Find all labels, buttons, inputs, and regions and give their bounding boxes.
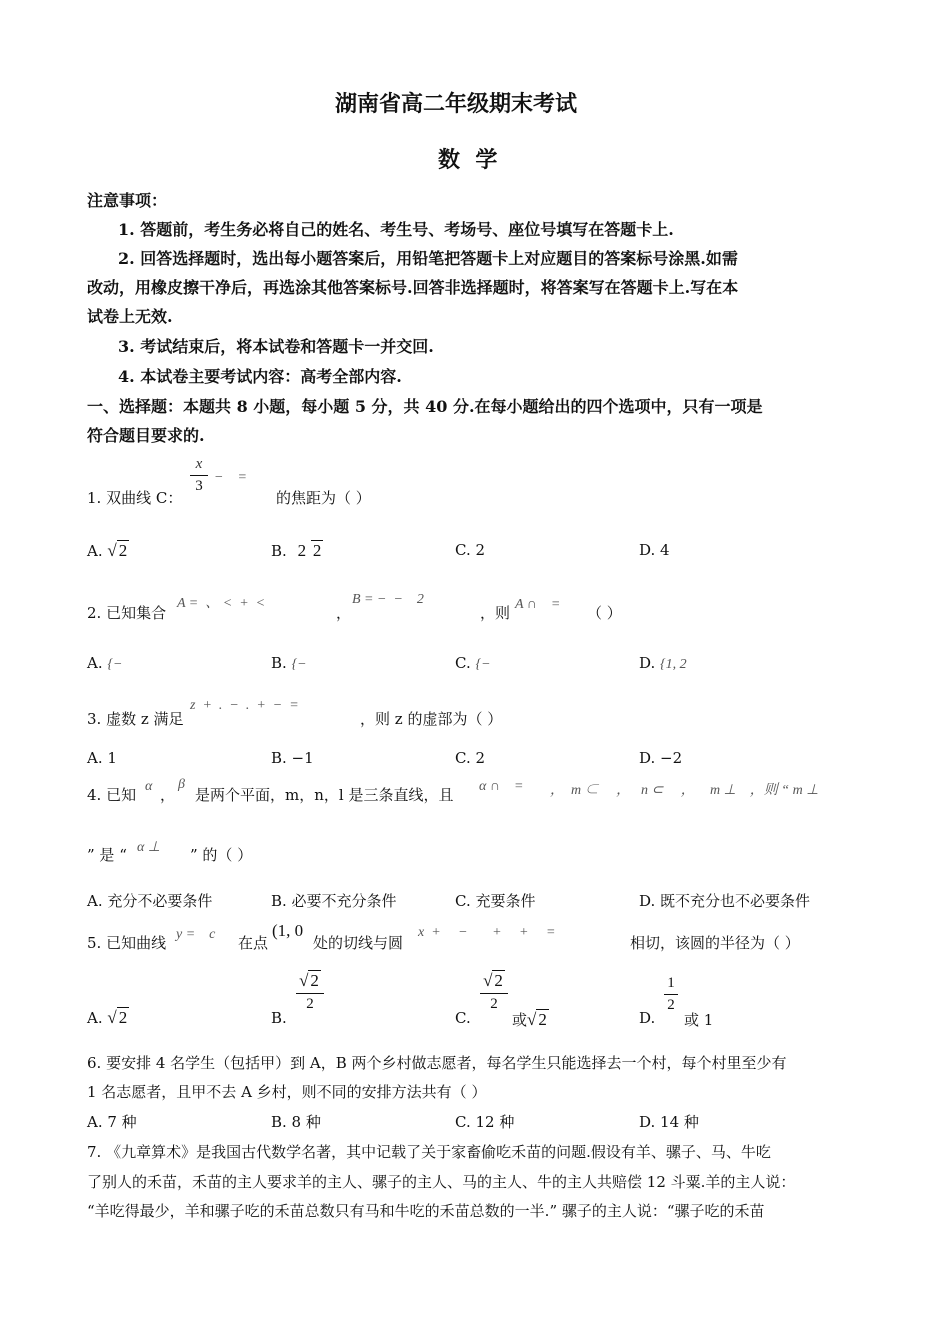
q4-line2-fragment: α ⊥ bbox=[137, 840, 161, 855]
q2-comma: ， bbox=[336, 604, 352, 622]
q6-option-b: B. 8 种 bbox=[271, 1113, 321, 1131]
q5-prefix: 5. 已知曲线 bbox=[87, 934, 167, 952]
q5-option-c-num: √ 2 bbox=[483, 971, 503, 990]
q4-prefix: 4. 已知 bbox=[87, 786, 137, 804]
q3-equation-fragment: z + . − . + − = bbox=[190, 698, 299, 713]
notice-item-3: 3. 考试结束后，将本试卷和答题卡一并交回. bbox=[118, 337, 434, 356]
q5-option-a-sqrt: √ 2 bbox=[107, 1008, 128, 1027]
q4-option-d: D. 既不充分也不必要条件 bbox=[639, 892, 811, 910]
q3-option-c: C. 2 bbox=[455, 749, 486, 767]
q4-mid: 是两个平面，m，n，l 是三条直线，且 bbox=[195, 786, 454, 804]
q4-fragment-1: α ∩ = bbox=[479, 779, 524, 794]
q4-beta: β bbox=[178, 777, 185, 792]
q7-line2: 了别人的禾苗，禾苗的主人要求羊的主人、骡子的主人、马的主人、牛的主人共赔偿 12 斗粟.羊的主人说： bbox=[87, 1173, 796, 1191]
q5-option-b-den: 2 bbox=[306, 996, 314, 1012]
q5-option-d-or: 或 1 bbox=[684, 1011, 714, 1029]
q2-option-c-label: C. bbox=[455, 654, 471, 672]
q1-option-a bbox=[87, 541, 129, 561]
q4-comma: ， bbox=[160, 786, 176, 804]
q4-fragment-3: n ⊂ ， bbox=[641, 783, 695, 798]
q5-option-b-label: B. bbox=[271, 1009, 287, 1027]
q5-mid: 处的切线与圆 bbox=[313, 934, 404, 952]
q1-option-b-coef: 2 bbox=[297, 541, 307, 560]
q4-fragment-2: ， m ⊂ ， bbox=[550, 783, 631, 798]
q5-option-d-label: D. bbox=[639, 1009, 656, 1027]
q1-option-d: D. 4 bbox=[639, 541, 670, 559]
q5-suffix: 相切，该圆的半径为（ ） bbox=[630, 934, 800, 952]
q5-option-c-or bbox=[512, 1009, 549, 1030]
q2-prefix: 2. 已知集合 bbox=[87, 604, 167, 622]
section-heading-line1: 一、选择题：本题共 8 小题，每小题 5 分，共 40 分.在每小题给出的四个选项中，只有一项是 bbox=[87, 397, 763, 416]
q1-option-c: C. 2 bbox=[455, 541, 486, 559]
q5-option-c-radicand: 2 bbox=[538, 1010, 547, 1029]
q2-option-c-value: {− bbox=[475, 657, 491, 672]
q5-option-c-label: C. bbox=[455, 1009, 471, 1027]
q5-option-c-fraction bbox=[480, 971, 508, 1013]
q4-fragment-4: m ⊥ ，则 “ m ⊥ bbox=[710, 783, 819, 798]
q5-option-c-or-text: 或 bbox=[512, 1011, 528, 1029]
q4-line2-end: ” 的（ ） bbox=[190, 846, 253, 864]
notice-heading: 注意事项： bbox=[87, 191, 168, 210]
q2-set-a: A = 、 < + < bbox=[177, 596, 266, 611]
notice-item-4: 4. 本试卷主要考试内容：高考全部内容. bbox=[118, 367, 402, 386]
q7-line1: 7. 《九章算术》是我国古代数学名著，其中记载了关于家畜偷吃禾苗的问题.假设有羊、骡子、马、牛吃 bbox=[87, 1143, 771, 1161]
q5-at: 在点 bbox=[238, 934, 269, 952]
section-heading-line2: 符合题目要求的. bbox=[87, 426, 205, 445]
q2-option-c bbox=[455, 654, 491, 673]
q1-option-b bbox=[271, 541, 323, 561]
q5-option-b-num-radicand: 2 bbox=[310, 971, 319, 990]
q2-option-d-value: {1, 2 bbox=[660, 657, 687, 672]
q4-option-c: C. 充要条件 bbox=[455, 892, 536, 910]
q2-option-a-label: A. bbox=[87, 654, 103, 672]
q5-option-b-fraction bbox=[296, 971, 324, 1013]
q2-set-b: B = − − 2 bbox=[352, 592, 424, 607]
q5-point: (1, 0 bbox=[272, 921, 304, 940]
q1-frac-num: x bbox=[195, 456, 203, 472]
q1-prefix: 1. 双曲线 C： bbox=[87, 489, 183, 507]
subject-title: 数 学 bbox=[438, 147, 498, 173]
q1-frac-den: 3 bbox=[195, 478, 203, 494]
q2-option-a-value: {− bbox=[107, 657, 123, 672]
q5-option-a bbox=[87, 1008, 129, 1028]
q1-option-a-label: A. bbox=[87, 542, 103, 560]
q5-option-a-radicand: 2 bbox=[118, 1008, 128, 1027]
q5-circle: x + − + + = bbox=[418, 925, 556, 940]
notice-item-2-end: 试卷上无效. bbox=[87, 307, 173, 326]
q2-option-b-value: {− bbox=[291, 657, 307, 672]
q1-suffix: 的焦距为（ ） bbox=[276, 489, 371, 507]
q2-option-a bbox=[87, 654, 122, 673]
q2-paren: （ ） bbox=[587, 604, 622, 622]
q3-option-d: D. −2 bbox=[639, 749, 683, 767]
q1-option-a-sqrt: √ 2 bbox=[107, 541, 128, 560]
q3-option-b: B. −1 bbox=[271, 749, 314, 767]
q4-line2-start: ” 是 “ bbox=[87, 846, 127, 864]
q2-option-b-label: B. bbox=[271, 654, 287, 672]
q4-option-a: A. 充分不必要条件 bbox=[87, 892, 213, 910]
q5-curve: y = c bbox=[176, 927, 216, 942]
q5-option-c-den: 2 bbox=[490, 996, 498, 1012]
q4-alpha: α bbox=[145, 779, 153, 794]
q5-option-c-num-radicand: 2 bbox=[494, 971, 503, 990]
q2-option-b bbox=[271, 654, 307, 673]
q2-then: ，则 bbox=[480, 604, 511, 622]
q1-option-b-label: B. bbox=[271, 542, 287, 560]
q6-line1: 6. 要安排 4 名学生（包括甲）到 A，B 两个乡村做志愿者，每名学生只能选择去一个村，每个村里至少有 bbox=[87, 1054, 787, 1072]
q5-option-a-label: A. bbox=[87, 1009, 103, 1027]
q1-fraction bbox=[190, 456, 208, 495]
q3-suffix: ，则 z 的虚部为（ ） bbox=[360, 710, 503, 728]
q5-option-d-den: 2 bbox=[667, 997, 675, 1013]
exam-title: 湖南省高二年级期末考试 bbox=[335, 91, 578, 117]
q3-option-a: A. 1 bbox=[87, 749, 117, 767]
q6-option-a: A. 7 种 bbox=[87, 1113, 137, 1131]
q2-option-d bbox=[639, 654, 687, 673]
q1-equation-fragment: − = bbox=[214, 470, 247, 485]
q1-option-b-sqrt bbox=[311, 540, 324, 560]
q5-option-c-sqrt: √ 2 bbox=[527, 1010, 547, 1029]
notice-item-2: 2. 回答选择题时，选出每小题答案后，用铅笔把答题卡上对应题目的答案标号涂黑.如需 bbox=[118, 249, 738, 268]
q5-option-b-num: √ 2 bbox=[299, 971, 319, 990]
q1-option-a-radicand: 2 bbox=[118, 541, 128, 560]
q5-option-d-fraction bbox=[664, 975, 678, 1014]
q5-option-d-num: 1 bbox=[667, 975, 675, 991]
q4-option-b: B. 必要不充分条件 bbox=[271, 892, 397, 910]
notice-item-1: 1. 答题前，考生务必将自己的姓名、考生号、考场号、座位号填写在答题卡上. bbox=[118, 220, 674, 239]
notice-item-2-cont: 改动，用橡皮擦干净后，再选涂其他答案标号.回答非选择题时，将答案写在答题卡上.写在本 bbox=[87, 278, 739, 297]
q2-intersection: A ∩ = bbox=[515, 597, 561, 612]
q1-option-b-radicand: 2 bbox=[312, 541, 322, 560]
q6-option-c: C. 12 种 bbox=[455, 1113, 515, 1131]
q3-prefix: 3. 虚数 z 满足 bbox=[87, 710, 184, 728]
q6-option-d: D. 14 种 bbox=[639, 1113, 699, 1131]
q2-option-d-label: D. bbox=[639, 654, 656, 672]
q6-line2: 1 名志愿者，且甲不去 A 乡村，则不同的安排方法共有（ ） bbox=[87, 1083, 487, 1101]
q7-line3: “羊吃得最少，羊和骡子吃的禾苗总数只有马和牛吃的禾苗总数的一半.” 骡子的主人说：“骡子吃的禾苗 bbox=[87, 1202, 765, 1220]
